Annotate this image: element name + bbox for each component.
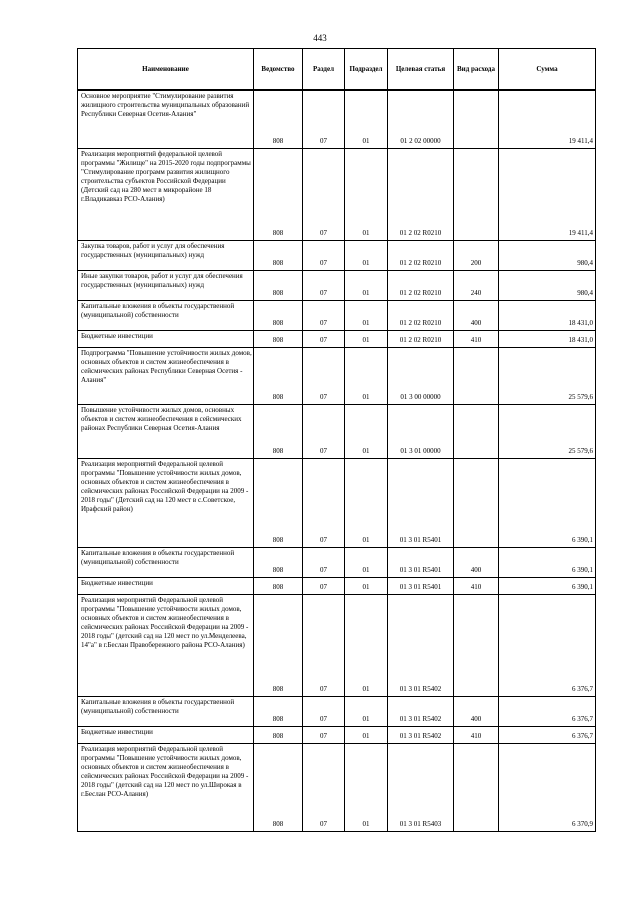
header-dept: Ведомство [254, 49, 303, 91]
dept-cell: 808 [254, 240, 303, 270]
table-body [78, 90, 596, 831]
table-row [78, 240, 596, 270]
expense-type-cell: 400 [454, 300, 499, 330]
target-item-cell: 01 3 01 R5401 [388, 577, 454, 594]
section-cell: 07 [303, 347, 345, 404]
subsection-cell: 01 [345, 404, 388, 458]
dept-cell: 808 [254, 347, 303, 404]
target-item-cell: 01 3 00 00000 [388, 347, 454, 404]
section-cell: 07 [303, 458, 345, 547]
subsection-cell: 01 [345, 743, 388, 831]
subsection-cell: 01 [345, 726, 388, 743]
table-row [78, 148, 596, 240]
dept-cell: 808 [254, 148, 303, 240]
expense-type-cell [454, 347, 499, 404]
dept-cell: 808 [254, 726, 303, 743]
target-item-cell: 01 2 02 R0210 [388, 240, 454, 270]
dept-cell: 808 [254, 270, 303, 300]
subsection-cell: 01 [345, 90, 388, 148]
dept-cell: 808 [254, 696, 303, 726]
sum-cell: 6 370,9 [499, 743, 596, 831]
header-subsection: Подраздел [345, 49, 388, 91]
table-row [78, 270, 596, 300]
section-cell: 07 [303, 240, 345, 270]
table-row [78, 726, 596, 743]
budget-table [77, 48, 596, 832]
sum-cell: 6 376,7 [499, 726, 596, 743]
target-item-cell: 01 2 02 R0210 [388, 300, 454, 330]
subsection-cell: 01 [345, 148, 388, 240]
sum-cell: 19 411,4 [499, 90, 596, 148]
table-row [78, 347, 596, 404]
expense-type-cell [454, 148, 499, 240]
sum-cell: 980,4 [499, 270, 596, 300]
table-row [78, 404, 596, 458]
section-cell: 07 [303, 90, 345, 148]
sum-cell: 6 390,1 [499, 547, 596, 577]
dept-cell: 808 [254, 404, 303, 458]
subsection-cell: 01 [345, 347, 388, 404]
target-item-cell: 01 3 01 R5402 [388, 726, 454, 743]
subsection-cell: 01 [345, 547, 388, 577]
name-cell: Подпрограмма "Повышение устойчивости жилых домов, основных объектов и систем жизнеобеспечения в сейсмических районах Республики Северная Осетия - Алания" [78, 347, 254, 404]
sum-cell: 18 431,0 [499, 330, 596, 347]
expense-type-cell: 200 [454, 240, 499, 270]
header-name: Наименование [78, 49, 254, 91]
name-cell: Бюджетные инвестиции [78, 726, 254, 743]
target-item-cell: 01 3 01 R5403 [388, 743, 454, 831]
name-cell: Бюджетные инвестиции [78, 330, 254, 347]
expense-type-cell [454, 90, 499, 148]
name-cell: Реализация мероприятий Федеральной целевой программы "Повышение устойчивости жилых домов, основных объектов и систем жизнеобеспечения в сейсмических районах Российской Федерации на 2009 - 2018 годы" (детский сад на 120 мест по ул.Широкая в г.Беслан РСО-Алания) [78, 743, 254, 831]
subsection-cell: 01 [345, 458, 388, 547]
expense-type-cell [454, 743, 499, 831]
sum-cell: 6 376,7 [499, 594, 596, 696]
section-cell: 07 [303, 300, 345, 330]
sum-cell: 6 376,7 [499, 696, 596, 726]
target-item-cell: 01 3 01 R5401 [388, 547, 454, 577]
target-item-cell: 01 3 01 R5401 [388, 458, 454, 547]
table-row [78, 594, 596, 696]
target-item-cell: 01 3 01 00000 [388, 404, 454, 458]
table-row [78, 300, 596, 330]
sum-cell: 18 431,0 [499, 300, 596, 330]
name-cell: Закупка товаров, работ и услуг для обеспечения государственных (муниципальных) нужд [78, 240, 254, 270]
name-cell: Капитальные вложения в объекты государственной (муниципальной) собственности [78, 547, 254, 577]
section-cell: 07 [303, 743, 345, 831]
dept-cell: 808 [254, 743, 303, 831]
subsection-cell: 01 [345, 577, 388, 594]
dept-cell: 808 [254, 594, 303, 696]
section-cell: 07 [303, 330, 345, 347]
name-cell: Реализация мероприятий Федеральной целевой программы "Повышение устойчивости жилых домов, основных объектов и систем жизнеобеспечения в сейсмических районах Российской Федерации на 2009 - 2018 годы" (детский сад на 120 мест по ул.Менделеева, 14"а" в г.Беслан Правобережного района РСО-Алания) [78, 594, 254, 696]
subsection-cell: 01 [345, 696, 388, 726]
name-cell: Капитальные вложения в объекты государственной (муниципальной) собственности [78, 300, 254, 330]
section-cell: 07 [303, 594, 345, 696]
dept-cell: 808 [254, 90, 303, 148]
section-cell: 07 [303, 726, 345, 743]
target-item-cell: 01 2 02 00000 [388, 90, 454, 148]
target-item-cell: 01 2 02 R0210 [388, 330, 454, 347]
header-type: Вид расхода [454, 49, 499, 91]
name-cell: Бюджетные инвестиции [78, 577, 254, 594]
sum-cell: 19 411,4 [499, 148, 596, 240]
sum-cell: 6 390,1 [499, 577, 596, 594]
section-cell: 07 [303, 148, 345, 240]
subsection-cell: 01 [345, 270, 388, 300]
name-cell: Основное мероприятие "Стимулирование развития жилищного строительства муниципальных образований Республики Северная Осетия-Алания" [78, 90, 254, 148]
sum-cell: 6 390,1 [499, 458, 596, 547]
target-item-cell: 01 2 02 R0210 [388, 270, 454, 300]
target-item-cell: 01 3 01 R5402 [388, 594, 454, 696]
table-row [78, 458, 596, 547]
dept-cell: 808 [254, 547, 303, 577]
expense-type-cell: 240 [454, 270, 499, 300]
table-row [78, 90, 596, 148]
header-section: Раздел [303, 49, 345, 91]
dept-cell: 808 [254, 458, 303, 547]
name-cell: Повышение устойчивости жилых домов, основных объектов и систем жизнеобеспечения в сейсмических районах Республики Северная Осетия-Алания [78, 404, 254, 458]
name-cell: Реализация мероприятий Федеральной целевой программы "Повышение устойчивости жилых домов, основных объектов и систем жизнеобеспечения в сейсмических районах Российской Федерации на 2009 - 2018 годы" (Детский сад на 120 мест в с.Советское, Ирафский район) [78, 458, 254, 547]
subsection-cell: 01 [345, 330, 388, 347]
table-header-row [78, 49, 596, 91]
sum-cell: 25 579,6 [499, 404, 596, 458]
header-item: Целевая статья [388, 49, 454, 91]
header-sum: Сумма [499, 49, 596, 91]
expense-type-cell: 400 [454, 547, 499, 577]
expense-type-cell: 410 [454, 726, 499, 743]
target-item-cell: 01 2 02 R0210 [388, 148, 454, 240]
section-cell: 07 [303, 270, 345, 300]
section-cell: 07 [303, 696, 345, 726]
expense-type-cell: 410 [454, 330, 499, 347]
name-cell: Капитальные вложения в объекты государственной (муниципальной) собственности [78, 696, 254, 726]
sum-cell: 25 579,6 [499, 347, 596, 404]
subsection-cell: 01 [345, 240, 388, 270]
section-cell: 07 [303, 577, 345, 594]
dept-cell: 808 [254, 330, 303, 347]
expense-type-cell [454, 404, 499, 458]
table-row [78, 696, 596, 726]
name-cell: Иные закупки товаров, работ и услуг для обеспечения государственных (муниципальных) нужд [78, 270, 254, 300]
expense-type-cell: 400 [454, 696, 499, 726]
target-item-cell: 01 3 01 R5402 [388, 696, 454, 726]
expense-type-cell: 410 [454, 577, 499, 594]
dept-cell: 808 [254, 577, 303, 594]
table-row [78, 330, 596, 347]
section-cell: 07 [303, 404, 345, 458]
sum-cell: 980,4 [499, 240, 596, 270]
section-cell: 07 [303, 547, 345, 577]
subsection-cell: 01 [345, 594, 388, 696]
name-cell: Реализация мероприятий федеральной целевой программы "Жилище" на 2015-2020 годы подпрограммы "Стимулирование программ развития жилищного строительства субъектов Российской Федерации (Детский сад на 280 мест в микрорайоне 18 г.Владикавказ РСО-Алания) [78, 148, 254, 240]
page-number: 443 [313, 33, 327, 43]
dept-cell: 808 [254, 300, 303, 330]
expense-type-cell [454, 458, 499, 547]
expense-type-cell [454, 594, 499, 696]
table-row [78, 743, 596, 831]
subsection-cell: 01 [345, 300, 388, 330]
table-row [78, 577, 596, 594]
table-row [78, 547, 596, 577]
